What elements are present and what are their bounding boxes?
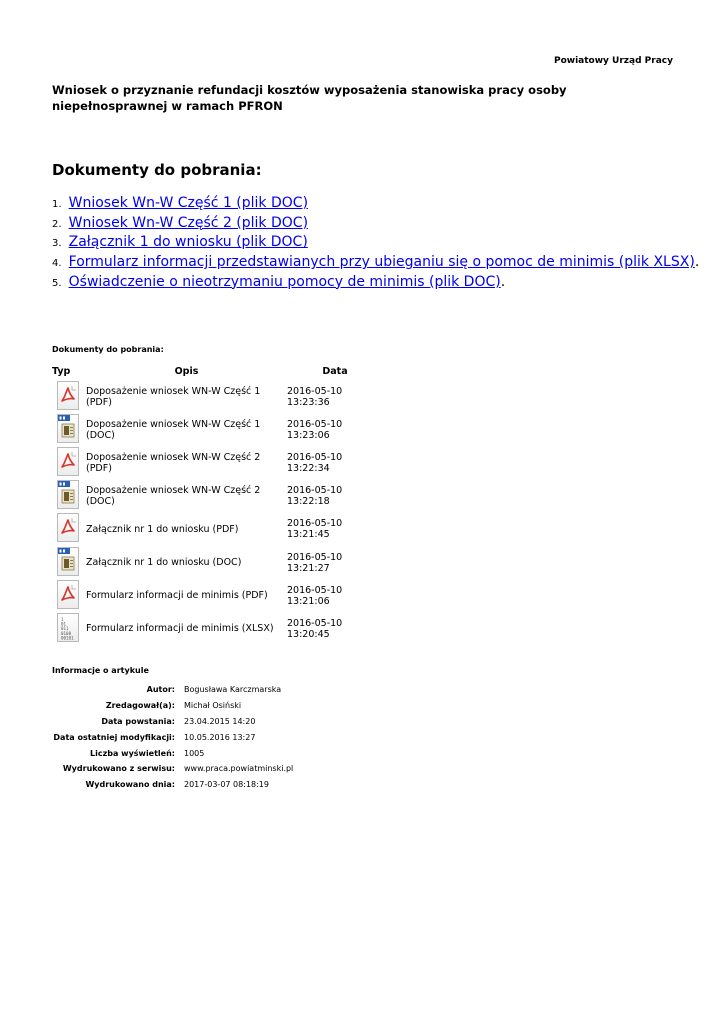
binary-file-icon[interactable] bbox=[57, 613, 79, 642]
column-header-type: Typ bbox=[52, 366, 71, 377]
file-description: Doposażenie wniosek WN-W Część 1 (PDF) bbox=[86, 385, 261, 408]
table-row bbox=[52, 546, 383, 579]
pdf-file-icon[interactable] bbox=[57, 381, 79, 410]
pdf-file-icon[interactable] bbox=[57, 513, 79, 542]
info-row bbox=[52, 698, 293, 714]
info-label: Data powstania: bbox=[101, 716, 175, 726]
file-description: Doposażenie wniosek WN-W Część 1 (DOC) bbox=[86, 418, 261, 441]
table-row bbox=[52, 612, 383, 645]
info-row bbox=[52, 714, 293, 730]
svg-text:0100: 0100 bbox=[61, 630, 72, 636]
info-row bbox=[52, 761, 293, 777]
files-table-heading: Dokumenty do pobrania: bbox=[52, 345, 164, 354]
file-date: 2016-05-10 13:21:45 bbox=[287, 518, 343, 541]
files-table-header bbox=[52, 363, 383, 380]
article-info-heading: Informacje o artykule bbox=[52, 666, 149, 675]
doc-file-icon[interactable] bbox=[57, 480, 79, 509]
svg-text:00101: 00101 bbox=[61, 635, 74, 641]
download-item: 1. Wniosek Wn-W Część 1 (plik DOC) bbox=[52, 195, 309, 211]
info-value: Michał Osiński bbox=[184, 701, 242, 711]
table-row bbox=[52, 513, 383, 546]
file-date: 2016-05-10 13:21:27 bbox=[287, 551, 343, 574]
organization-name: Powiatowy Urząd Pracy bbox=[554, 56, 673, 66]
info-row bbox=[52, 729, 293, 745]
table-row bbox=[52, 413, 383, 446]
file-date: 2016-05-10 13:20:45 bbox=[287, 617, 343, 640]
download-item: 5. Oświadczenie o nieotrzymaniu pomocy de minimis (plik DOC). bbox=[52, 273, 506, 290]
file-description: Formularz informacji de minimis (XLSX) bbox=[86, 623, 274, 635]
file-date: 2016-05-10 13:23:06 bbox=[287, 418, 343, 441]
file-date: 2016-05-10 13:22:18 bbox=[287, 485, 343, 508]
table-row bbox=[52, 380, 383, 413]
svg-text:011: 011 bbox=[61, 626, 69, 632]
page-title: Wniosek o przyznanie refundacji kosztów wyposażenia stanowiska pracy osoby niepełnosprawnej w ramach PFRON bbox=[52, 83, 567, 113]
info-value: 2017-03-07 08:18:19 bbox=[184, 780, 269, 790]
download-item: 4. Formularz informacji przedstawianych przy ubieganiu się o pomoc de minimis (plik XLSX). bbox=[52, 254, 700, 271]
info-value: www.praca.powiatminski.pl bbox=[184, 764, 294, 774]
info-label: Zredagował(a): bbox=[105, 701, 175, 711]
svg-text:01: 01 bbox=[61, 621, 67, 627]
column-header-date: Data bbox=[322, 366, 348, 377]
file-description: Załącznik nr 1 do wniosku (DOC) bbox=[86, 557, 242, 569]
download-item: 3. Załącznik 1 do wniosku (plik DOC) bbox=[52, 234, 308, 251]
svg-text:1: 1 bbox=[61, 616, 64, 622]
file-description: Formularz informacji de minimis (PDF) bbox=[86, 590, 268, 602]
info-row bbox=[52, 682, 293, 698]
download-link-formularz-de-minimis[interactable]: Formularz informacji przedstawianych przy ubieganiu się o pomoc de minimis (plik XLSX) bbox=[68, 254, 695, 271]
download-link-wniosek-2[interactable]: Wniosek Wn-W Część 2 (plik DOC) bbox=[68, 214, 309, 231]
download-link-wniosek-1[interactable]: Wniosek Wn-W Część 1 (plik DOC) bbox=[68, 195, 309, 211]
file-date: 2016-05-10 13:22:34 bbox=[287, 451, 343, 474]
file-description: Załącznik nr 1 do wniosku (PDF) bbox=[86, 523, 239, 535]
download-link-zalacznik-1[interactable]: Załącznik 1 do wniosku (plik DOC) bbox=[68, 234, 308, 251]
pdf-file-icon[interactable] bbox=[57, 447, 79, 476]
downloads-heading: Dokumenty do pobrania: bbox=[52, 161, 262, 179]
info-label: Data ostatniej modyfikacji: bbox=[53, 732, 175, 742]
file-date: 2016-05-10 13:23:36 bbox=[287, 385, 343, 408]
table-row bbox=[52, 579, 383, 612]
info-value: 1005 bbox=[184, 748, 205, 758]
info-label: Liczba wyświetleń: bbox=[90, 748, 175, 758]
pdf-file-icon[interactable] bbox=[57, 580, 79, 609]
doc-file-icon[interactable] bbox=[57, 414, 79, 443]
info-row bbox=[52, 777, 293, 793]
files-table bbox=[52, 363, 383, 646]
table-row bbox=[52, 480, 383, 513]
info-value: 10.05.2016 13:27 bbox=[184, 732, 256, 742]
file-description: Doposażenie wniosek WN-W Część 2 (PDF) bbox=[86, 451, 261, 474]
file-description: Doposażenie wniosek WN-W Część 2 (DOC) bbox=[86, 485, 261, 508]
info-row bbox=[52, 745, 293, 761]
table-row bbox=[52, 446, 383, 479]
download-item: 2. Wniosek Wn-W Część 2 (plik DOC) bbox=[52, 214, 309, 231]
doc-file-icon[interactable] bbox=[57, 547, 79, 576]
info-label: Wydrukowano dnia: bbox=[85, 780, 175, 790]
column-header-description: Opis bbox=[174, 366, 199, 377]
article-info-table bbox=[52, 682, 293, 793]
info-label: Wydrukowano z serwisu: bbox=[62, 764, 175, 774]
info-value: Bogusława Karczmarska bbox=[184, 685, 282, 695]
info-value: 23.04.2015 14:20 bbox=[184, 716, 256, 726]
file-date: 2016-05-10 13:21:06 bbox=[287, 584, 343, 607]
downloads-list bbox=[52, 192, 699, 290]
info-label: Autor: bbox=[146, 685, 175, 695]
download-link-oswiadczenie[interactable]: Oświadczenie o nieotrzymaniu pomocy de minimis (plik DOC) bbox=[68, 273, 501, 290]
